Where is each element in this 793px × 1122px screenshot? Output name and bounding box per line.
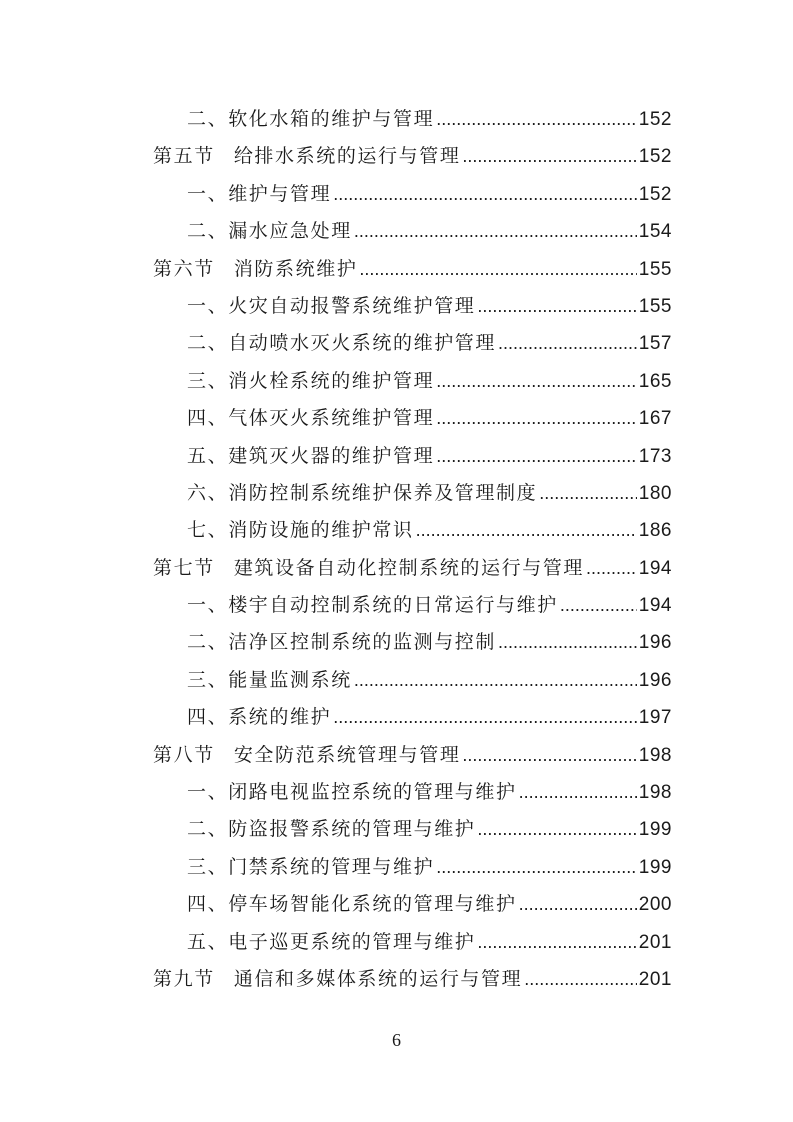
toc-entry-prefix: 五、 (187, 444, 229, 467)
toc-subsection-entry[interactable] (0, 587, 793, 624)
toc-entry-text: 停车场智能化系统的管理与维护 (228, 893, 517, 916)
toc-entry-prefix: 三、 (187, 855, 229, 878)
dot-leader (462, 737, 636, 774)
toc-entry-text: 消防系统维护 (233, 257, 358, 280)
toc-page-number: 198 (638, 744, 672, 766)
toc-entry-title (187, 774, 517, 811)
toc-subsection-entry[interactable] (0, 438, 793, 475)
page-number: 6 (392, 1030, 401, 1050)
toc-page-number: 194 (638, 595, 672, 617)
toc-entry-prefix: 第七节 (153, 556, 215, 579)
dot-leader (519, 886, 637, 923)
toc-entry-title (187, 587, 558, 624)
toc-entry-text: 消防控制系统维护保养及管理制度 (228, 481, 538, 504)
toc-page-number: 173 (638, 445, 672, 467)
toc-entry-row (187, 886, 672, 923)
toc-entry-row (153, 737, 672, 774)
toc-page-number: 196 (638, 669, 672, 691)
toc-entry-row (187, 587, 672, 624)
toc-subsection-entry[interactable] (0, 325, 793, 362)
toc-section-entry[interactable] (0, 251, 793, 288)
dot-leader (359, 251, 636, 288)
toc-entry-text: 软化水箱的维护与管理 (228, 108, 435, 130)
toc-entry-title (187, 400, 434, 437)
toc-subsection-entry[interactable] (0, 475, 793, 512)
toc-entry-prefix: 三、 (187, 369, 229, 392)
toc-entry-title (187, 924, 475, 961)
dot-leader (333, 699, 637, 736)
toc-entry-text: 系统的维护 (228, 706, 332, 729)
toc-page-number: 197 (638, 707, 672, 729)
toc-entry-row (187, 400, 672, 437)
toc-entry-title (187, 213, 352, 250)
toc-entry-text: 通信和多媒体系统的运行与管理 (233, 967, 523, 990)
toc-entry-title (187, 438, 434, 475)
toc-page-number: 201 (638, 931, 672, 953)
toc-entry-title (187, 512, 414, 549)
toc-page-number: 196 (638, 632, 672, 654)
toc-page-number: 152 (638, 183, 672, 205)
toc-entry-prefix: 一、 (187, 594, 229, 617)
toc-entry-text: 门禁系统的管理与维护 (228, 855, 435, 878)
toc-entry-prefix: 四、 (187, 893, 229, 916)
toc-page-number: 199 (638, 819, 672, 841)
toc-entry-row (187, 624, 672, 661)
toc-entry-title (187, 101, 434, 138)
toc-entry-text: 自动喷水灭火系统的维护管理 (228, 332, 497, 355)
toc-entry-title (153, 251, 357, 288)
toc-subsection-entry[interactable] (0, 363, 793, 400)
dot-leader (539, 475, 637, 512)
toc-entry-row (153, 961, 672, 998)
toc-subsection-entry[interactable] (0, 662, 793, 699)
toc-entry-prefix: 二、 (187, 818, 229, 841)
toc-entry-prefix: 一、 (187, 182, 229, 205)
toc-entry-text: 防盗报警系统的管理与维护 (228, 818, 476, 841)
toc-entry-row (187, 811, 672, 848)
toc-entry-title (187, 475, 537, 512)
toc-entry-text: 建筑灭火器的维护管理 (228, 444, 435, 467)
toc-entry-prefix: 第九节 (153, 967, 215, 990)
toc-entry-title (187, 363, 434, 400)
toc-page-number: 167 (638, 408, 672, 430)
toc-subsection-entry[interactable] (0, 774, 793, 811)
dot-leader (333, 176, 637, 213)
toc-entry-text: 火灾自动报警系统维护管理 (228, 294, 476, 317)
toc-entry-prefix: 二、 (187, 220, 229, 243)
toc-entry-prefix: 第五节 (153, 145, 215, 168)
dot-leader (586, 550, 637, 587)
toc-page-number: 155 (638, 258, 672, 280)
toc-entry-title (187, 699, 331, 736)
dot-leader (436, 363, 637, 400)
dot-leader (477, 811, 636, 848)
toc-entry-row (153, 251, 672, 288)
toc-entry-prefix: 一、 (187, 294, 229, 317)
dot-leader (498, 624, 637, 661)
dot-leader (477, 924, 636, 961)
toc-entry-text: 漏水应急处理 (228, 220, 352, 243)
toc-entry-row (187, 176, 672, 213)
toc-subsection-entry[interactable] (0, 288, 793, 325)
toc-page-number: 155 (638, 295, 672, 317)
toc-entry-row (153, 550, 672, 587)
toc-subsection-entry[interactable] (0, 699, 793, 736)
toc-entry-row (187, 288, 672, 325)
toc-page-number: 154 (638, 221, 672, 243)
toc-entry-text: 气体灭火系统维护管理 (228, 407, 435, 430)
toc-entry-prefix: 一、 (187, 781, 229, 804)
toc-page-number: 180 (638, 482, 672, 504)
toc-subsection-entry[interactable] (0, 811, 793, 848)
toc-page-number: 194 (638, 557, 672, 579)
dot-leader (436, 101, 637, 138)
toc-entry-text: 能量监测系统 (228, 668, 352, 691)
toc-page-number: 152 (638, 146, 672, 168)
toc-entry-title (187, 662, 352, 699)
toc-entry-prefix: 第八节 (153, 743, 215, 766)
toc-entry-row (187, 213, 672, 250)
toc-page-number: 199 (638, 856, 672, 878)
toc-entry-text: 闭路电视监控系统的管理与维护 (228, 781, 517, 804)
toc-page-number: 186 (638, 520, 672, 542)
toc-entry-prefix: 二、 (187, 631, 229, 654)
toc-section-entry[interactable] (0, 737, 793, 774)
dot-leader (354, 213, 637, 250)
toc-entry-prefix: 七、 (187, 519, 229, 542)
toc-subsection-entry[interactable] (0, 886, 793, 923)
toc-entry-prefix: 二、 (187, 108, 229, 130)
toc-section-entry[interactable] (0, 138, 793, 175)
toc-page-number: 157 (638, 333, 672, 355)
toc-entry-prefix: 四、 (187, 407, 229, 430)
toc-page-number: 200 (638, 894, 672, 916)
toc-entry-row (187, 924, 672, 961)
dot-leader (477, 288, 636, 325)
toc-entry-row (187, 363, 672, 400)
toc-entry-prefix: 第六节 (153, 257, 215, 280)
toc-entry-title (187, 886, 517, 923)
dot-leader (436, 849, 637, 886)
toc-section-entry[interactable] (0, 550, 793, 587)
toc-entry-row (187, 475, 672, 512)
dot-leader (462, 138, 636, 175)
toc-entry-text: 楼宇自动控制系统的日常运行与维护 (228, 594, 558, 617)
toc-entry-prefix: 三、 (187, 668, 229, 691)
toc-subsection-entry[interactable] (0, 400, 793, 437)
table-of-contents (0, 101, 793, 998)
dot-leader (416, 512, 637, 549)
toc-entry-text: 维护与管理 (228, 182, 332, 205)
dot-leader (498, 325, 637, 362)
toc-subsection-entry[interactable] (0, 213, 793, 250)
dot-leader (354, 662, 637, 699)
toc-subsection-entry[interactable] (0, 624, 793, 661)
toc-section-entry[interactable] (0, 961, 793, 998)
toc-page-number: 201 (638, 968, 672, 990)
toc-entry-text: 给排水系统的运行与管理 (233, 145, 461, 168)
toc-entry-title (153, 550, 584, 587)
toc-entry-row (187, 849, 672, 886)
toc-entry-text: 电子巡更系统的管理与维护 (228, 930, 476, 953)
toc-subsection-entry[interactable] (0, 924, 793, 961)
toc-entry-title (187, 849, 434, 886)
toc-entry-row (187, 101, 672, 138)
dot-leader (519, 774, 637, 811)
toc-page-number: 165 (638, 370, 672, 392)
toc-entry-text: 消防设施的维护常识 (228, 519, 414, 542)
toc-entry-row (187, 774, 672, 811)
toc-page-number: 198 (638, 782, 672, 804)
toc-entry-title (187, 176, 331, 213)
dot-leader (560, 587, 637, 624)
toc-subsection-entry[interactable] (0, 176, 793, 213)
toc-entry-text: 安全防范系统管理与管理 (233, 743, 461, 766)
toc-entry-title (187, 288, 475, 325)
toc-entry-title (153, 138, 460, 175)
toc-entry-text: 洁净区控制系统的监测与控制 (228, 631, 497, 654)
toc-entry-prefix: 四、 (187, 706, 229, 729)
toc-entry-text: 建筑设备自动化控制系统的运行与管理 (233, 556, 585, 579)
toc-entry-title (153, 961, 522, 998)
toc-entry-row (187, 699, 672, 736)
toc-entry-title (187, 624, 496, 661)
toc-entry-row (187, 512, 672, 549)
toc-page-number: 152 (638, 109, 672, 130)
toc-entry-text: 消火栓系统的维护管理 (228, 369, 435, 392)
dot-leader (436, 400, 637, 437)
toc-subsection-entry[interactable] (0, 101, 793, 138)
toc-entry-title (187, 325, 496, 362)
dot-leader (524, 961, 637, 998)
toc-subsection-entry[interactable] (0, 849, 793, 886)
toc-entry-row (187, 662, 672, 699)
toc-entry-row (187, 438, 672, 475)
toc-entry-title (187, 811, 475, 848)
toc-entry-row (153, 138, 672, 175)
toc-entry-prefix: 二、 (187, 332, 229, 355)
toc-entry-row (187, 325, 672, 362)
toc-subsection-entry[interactable] (0, 512, 793, 549)
toc-entry-title (153, 737, 460, 774)
toc-entry-prefix: 五、 (187, 930, 229, 953)
toc-entry-prefix: 六、 (187, 481, 229, 504)
dot-leader (436, 438, 637, 475)
